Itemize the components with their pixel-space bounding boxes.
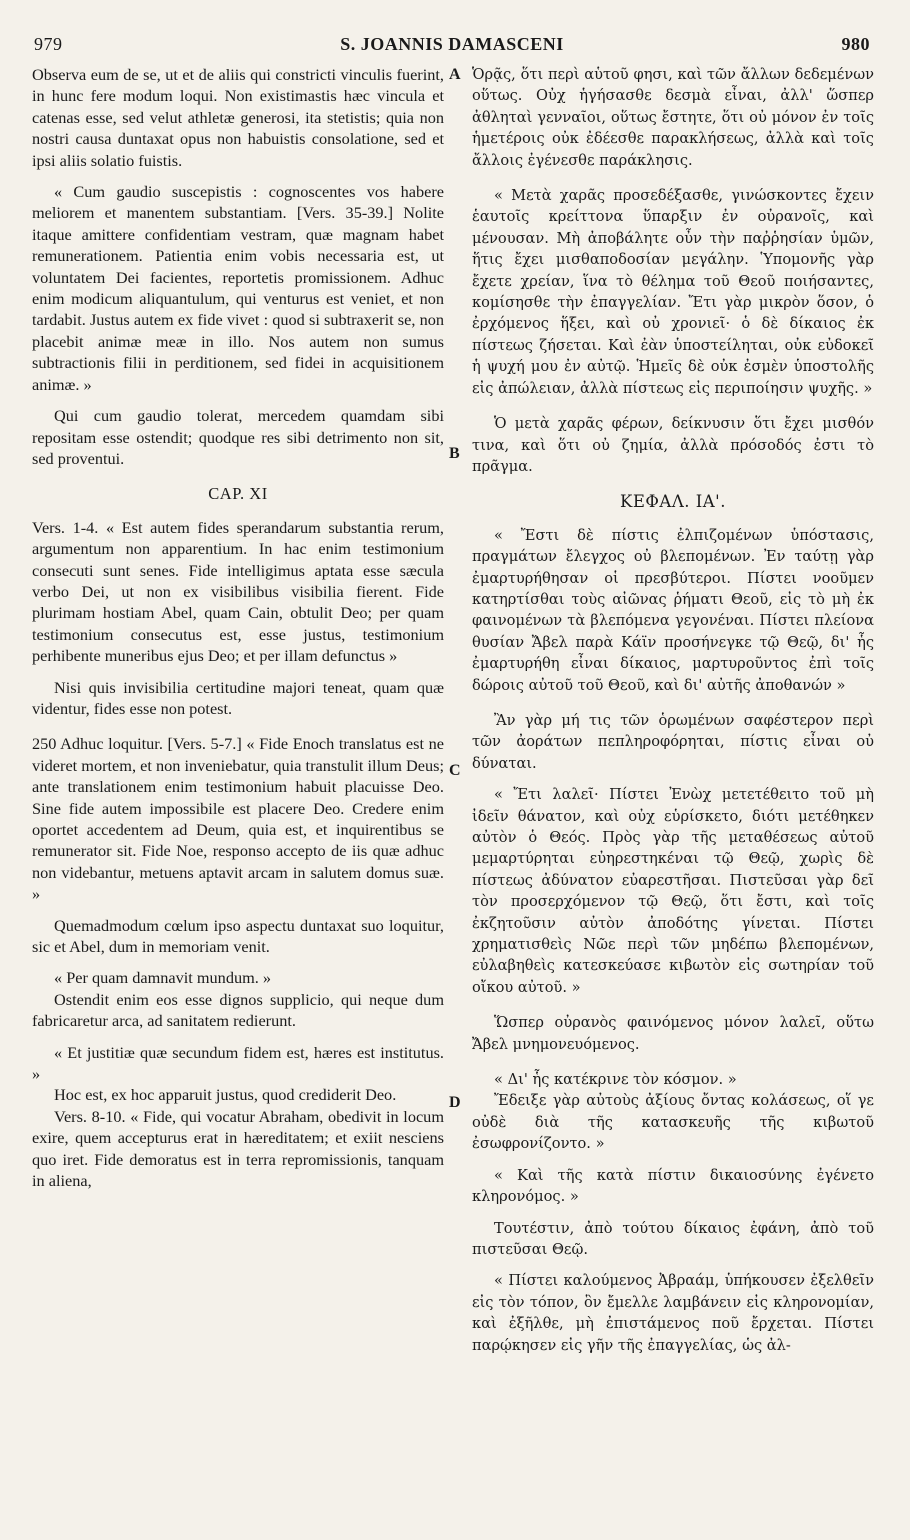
- chapter-heading-latin: CAP. XI: [208, 484, 268, 504]
- margin-letter-d: D: [449, 1094, 461, 1111]
- latin-paragraph: Qui cum gaudio tolerat, mercedem quamdam sibi repositam esse ostendit; quodque res sibi detrimento non sit, sed proventui.: [32, 406, 444, 468]
- greek-paragraph: Ἂν γὰρ μή τις τῶν ὁρωμένων σαφέστερον περὶ τῶν ἀοράτων πεπληροφόρηται, πίστις εἶναι οὐ δύναται.: [472, 711, 874, 772]
- greek-paragraph: « Πίστει καλούμενος Ἀβραάμ, ὑπήκουσεν ἐξελθεῖν εἰς τὸν τόπον, ὃν ἔμελλε λαμβάνειν εἰς κληρονομίαν, καὶ ἐξῆλθε, μὴ ἐπιστάμενος ποῦ ἔρχεται. Πίστει παρῴκησεν εἰς γῆν τῆς ἐπαγγελίας, ὡς ἀλ-: [472, 1272, 874, 1354]
- greek-paragraph: Ὁ μετὰ χαρᾶς φέρων, δείκνυσιν ὅτι ἔχει μισθόν τινα, καὶ ὅτι οὐ ζημία, ἀλλὰ πρόσοδός ἐστι τὸ πρᾶγμα.: [472, 415, 874, 475]
- margin-letter-a: A: [449, 66, 461, 83]
- greek-paragraph: « Ἔτι λαλεῖ· Πίστει Ἐνὼχ μετετέθειτο τοῦ μὴ ἰδεῖν θάνατον, καὶ οὐχ εὑρίσκετο, διότι μετέθηκεν αὐτὸν ὁ Θεός. Πρὸς γὰρ τῆς μεταθέσεως αὐτοῦ μεμαρτύρηται εὐηρεστηκέναι τῷ Θεῷ, χωρὶς δὲ πίστεως ἀδύνατον εὐαρεστῆσαι. Πιστεῦσαι γὰρ δεῖ τὸν προσερχόμενον τῷ Θεῷ, ὅτι ἔστι, καὶ τοῖς ἐκζητοῦσιν αὐτὸν ἀποδότης γίνεται. Πίστει χρηματισθεὶς Νῶε περὶ τῶν μηδέπω βλεπομένων, εὐλαβηθεὶς κατεσκεύασε κιβωτὸν εἰς σωτηρίαν τοῦ οἴκου αὐτοῦ. »: [472, 786, 874, 996]
- greek-paragraph: « Καὶ τῆς κατὰ πίστιν δικαιοσύνης ἐγένετο κληρονόμος. »: [472, 1166, 874, 1206]
- latin-paragraph: Vers. 8-10. « Fide, qui vocatur Abraham, obedivit in locum exire, quem accepturus erat in hæreditatem; et exiit nesciens quo iret. Fide demoratus est in terra repromissionis, tanquam in aliena,: [32, 1106, 444, 1191]
- page-number-left: 979: [34, 34, 63, 54]
- greek-paragraph: Τουτέστιν, ἀπὸ τούτου δίκαιος ἐφάνη, ἀπὸ τοῦ πιστεῦσαι Θεῷ.: [472, 1219, 874, 1258]
- latin-paragraph: « Per quam damnavit mundum. »: [54, 968, 272, 988]
- margin-letter-c: C: [449, 762, 461, 779]
- latin-paragraph: 250 Adhuc loquitur. [Vers. 5-7.] « Fide Enoch translatus est ne videret mortem, et non inveniebatur, quia transtulit illum Deus; ante translationem enim testimonium habuit placuisse Deo. Sine fide autem impossibile est placere Deo. Credere enim oportet accedentem ad Deum, quia est, et inquirentibus se remunerator sit. Fide Noe, responso accepto de iis quæ adhuc non videbantur, metuens aptavit arcam in salutem domus suæ. »: [32, 734, 444, 904]
- latin-paragraph: Ostendit enim eos esse dignos supplicio, qui neque dum fabricaretur arca, ad sanitatem redierunt.: [32, 989, 444, 1031]
- latin-column: [32, 64, 444, 1192]
- latin-paragraph: Quemadmodum cœlum ipso aspectu duntaxat suo loquitur, sic et Abel, dum in memoriam venit.: [32, 915, 444, 957]
- greek-paragraph: « Δι' ἧς κατέκρινε τὸν κόσμον. »: [494, 1071, 737, 1089]
- page-number-right: 980: [841, 34, 870, 54]
- latin-paragraph: Observa eum de se, ut et de aliis qui constricti vinculis fuerint, in hunc fere modum loqui. Non existimastis hæc vincula et catenas esse, sed velut athletæ generosi, ita stetistis; quia non nostri causa duntaxat opus non habuistis consolatione, sed et ipsi aliis solatio fuistis.: [32, 65, 444, 170]
- greek-paragraph: « Μετὰ χαρᾶς προσεδέξασθε, γινώσκοντες ἔχειν ἑαυτοῖς κρείττονα ὕπαρξιν ἐν οὐρανοῖς, καὶ μένουσαν. Μὴ ἀποβάλητε οὖν τὴν παῤῥησίαν ὑμῶν, ἥτις ἔχει μισθαποδοσίαν μεγάλην. Ὑπομονῆς γὰρ ἔχετε χρείαν, ἵνα τὸ θέλημα τοῦ Θεοῦ ποιήσαντες, κομίσησθε τὴν ἐπαγγελίαν. Ἔτι γὰρ μικρὸν ὅσον, ὁ ἐρχόμενος ἥξει, καὶ οὐ χρονιεῖ· ὁ δὲ δίκαιος ἐκ πίστεως ζήσεται. Καὶ ἐὰν ὑποστείληται, οὐκ εὐδοκεῖ ἡ ψυχή μου ἐν αὐτῷ. Ἡμεῖς δὲ οὐκ ἐσμὲν ὑποστολῆς εἰς ἀπώλειαν, ἀλλὰ πίστεως εἰς περιποίησιν ψυχῆς. »: [472, 187, 874, 397]
- running-header: [34, 34, 870, 58]
- latin-paragraph: Vers. 1-4. « Est autem fides sperandarum substantia rerum, argumentum non apparentium. In hac enim testimonium consecuti sunt senes. Fide intelligimus aptata esse sæcula verbo Dei, ut non ex visibilibus visibilia fierent. Fide plurimam hostiam Abel, quam Cain, obtulit Deo; per quam testimonium consecutus est, esse justus, testimonium perhibente muneribus ejus Deo; et per illam defunctus »: [32, 517, 444, 666]
- latin-paragraph: « Et justitiæ quæ secundum fidem est, hæres est institutus. »: [32, 1042, 444, 1084]
- greek-paragraph: Ἔδειξε γὰρ αὐτοὺς ἀξίους ὄντας κολάσεως, οἵ γε οὐδὲ διὰ τῆς κατασκευῆς τῆς κιβωτοῦ ἐσωφρονίζοντο. »: [472, 1092, 874, 1153]
- margin-letter-b: B: [449, 445, 460, 462]
- running-title: S. JOANNIS DAMASCENI: [340, 34, 564, 54]
- latin-paragraph: Nisi quis invisibilia certitudine majori teneat, quam quæ videntur, fides esse non potest.: [32, 677, 444, 718]
- greek-column: [472, 64, 874, 1356]
- latin-paragraph: « Cum gaudio suscepistis : cognoscentes vos habere meliorem et manentem substantiam. [Vers. 35-39.] Nolite itaque amittere confidentiam vestram, quæ magnam habet remunerationem. Patientia enim vobis necessaria est, ut voluntatem Dei facientes, reportetis promissionem. Adhuc enim modicum aliquantulum, qui venturus est veniet, et non tardabit. Justus autem ex fide vivet : quod si subtraxerit se, non placebit animæ meæ in illo. Nos autem non sumus subtractionis filii in perditionem, sed fidei in acquisitionem animæ. »: [32, 182, 444, 394]
- greek-paragraph: « Ἔστι δὲ πίστις ἐλπιζομένων ὑπόστασις, πραγμάτων ἔλεγχος οὐ βλεπομένων. Ἐν ταύτῃ γὰρ ἐμαρτυρήθησαν οἱ πρεσβύτεροι. Πίστει νοοῦμεν κατηρτίσθαι τοὺς αἰῶνας ῥήματι Θεοῦ, εἰς τὸ μὴ ἐκ φαινομένων τὰ βλεπόμενα γεγονέναι. Πίστει πλείονα θυσίαν Ἄβελ παρὰ Κάϊν προσήνεγκε τῷ Θεῷ, δι' ἧς ἐμαρτυρήθη εἶναι δίκαιος, μαρτυροῦντος ἐπὶ τοῖς δώροις αὐτοῦ τοῦ Θεοῦ, καὶ δι' αὐτῆς ἀποθανών »: [472, 526, 874, 694]
- greek-paragraph: Ὁρᾷς, ὅτι περὶ αὑτοῦ φησι, καὶ τῶν ἄλλων δεδεμένων οὕτως. Οὐχ ἡγήσασθε δεσμὰ εἶναι, ἀλλ' ὥσπερ ἀθληταὶ γενναῖοι, οὕτως ἔστητε, ὅτι οὐ μόνον ἐν τοῖς ἡμετέροις οὐκ ἐδέεσθε παρακλήσεως, ἀλλὰ καὶ τοῖς ἄλλοις ἐγένεσθε παράκλησις.: [472, 66, 874, 169]
- greek-paragraph: Ὥσπερ οὐρανὸς φαινόμενος μόνον λαλεῖ, οὕτω Ἄβελ μνημονευόμενος.: [472, 1014, 874, 1053]
- chapter-heading-greek: ΚΕΦΑΛ. ΙΑ'.: [620, 492, 726, 512]
- latin-paragraph: Hoc est, ex hoc apparuit justus, quod crediderit Deo.: [54, 1085, 397, 1105]
